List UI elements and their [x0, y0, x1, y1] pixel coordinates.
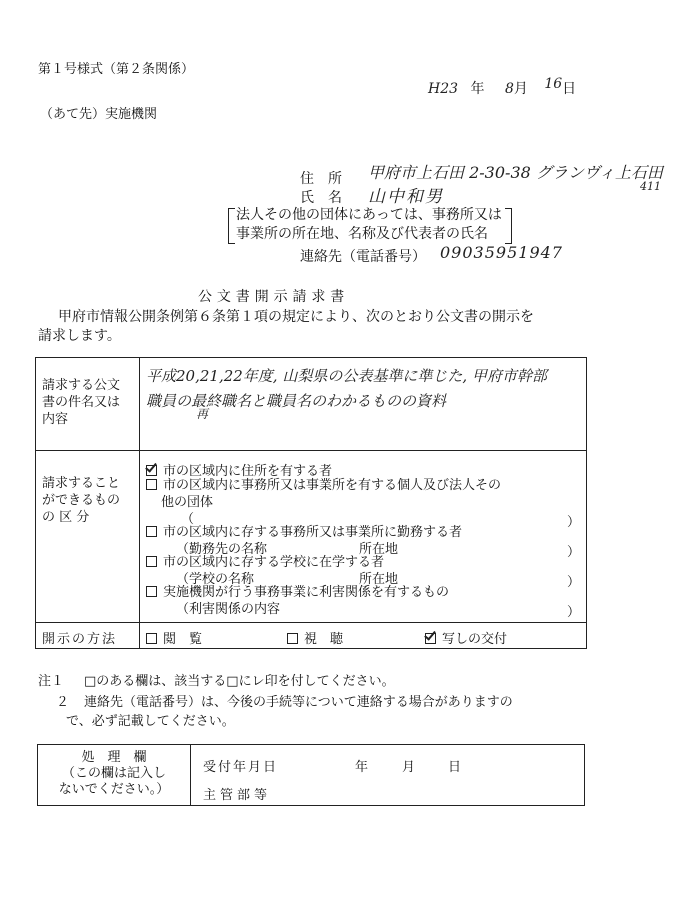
category-option-employee[interactable]: [146, 524, 462, 558]
category-option-business-label: 市の区域内に事務所又は事業所を有する個人及び法人その: [163, 478, 502, 493]
category-option-employee-paren-close: ）: [567, 545, 581, 560]
category-option-interest-paren-close: ）: [567, 605, 581, 620]
received-month-unit: 月: [402, 760, 416, 775]
note-2-text-1: 連絡先（電話番号）は、今後の手続等について連絡する場合がありますの: [84, 695, 513, 710]
checkbox-interest[interactable]: [146, 586, 157, 597]
interest-content-label: （利害関係の内容: [176, 602, 281, 617]
corporate-note-line-1: 法人その他の団体にあっては、事務所又は: [236, 207, 502, 223]
category-option-student[interactable]: [146, 554, 398, 588]
subject-content-line-1: 平成20,21,22年度, 山梨県の公表基準に準じた, 甲府市幹部: [146, 367, 547, 385]
checkbox-resident[interactable]: [146, 465, 157, 476]
office-use-label-3: ないでください。）: [58, 782, 170, 797]
checkbox-employee[interactable]: [146, 526, 157, 537]
employee-workplace-label: （勤務先の名称: [176, 542, 268, 557]
note-1-text: □のある欄は、該当する□にレ印を付してください。: [84, 674, 395, 689]
subject-label-line-2: 書の件名又は: [42, 395, 121, 410]
date-day-value: 16: [544, 76, 563, 92]
contact-label: 連絡先（電話番号）: [300, 249, 426, 265]
table-row-divider-2: [35, 622, 587, 623]
subject-label: [42, 377, 120, 428]
manager-label: 主管部等: [203, 788, 272, 803]
category-option-student-paren-close: ）: [567, 575, 581, 590]
form-number: 第１号様式（第２条関係）: [38, 62, 195, 77]
address-room: 411: [640, 180, 661, 193]
method-option-copy[interactable]: [425, 628, 507, 647]
note-2-label: ２: [56, 695, 70, 710]
note-2-text-2: で、必ず記載してください。: [66, 714, 235, 729]
intro-line-2: 請求します。: [38, 328, 121, 344]
category-option-interest[interactable]: [146, 584, 449, 618]
address-label: 住 所: [300, 171, 342, 187]
student-school-label: （学校の名称: [176, 572, 255, 587]
document-title: 公文書開示請求書: [198, 289, 350, 305]
checkbox-listen[interactable]: [287, 633, 298, 644]
office-use-label-1: 処 理 欄: [81, 750, 147, 765]
method-option-view[interactable]: [146, 628, 202, 647]
category-option-business-paren: （: [181, 512, 195, 527]
method-option-copy-label: 写しの交付: [442, 632, 508, 647]
date-year-unit: 年: [470, 81, 485, 97]
intro-line-1: 甲府市情報公開条例第６条第１項の規定により、次のとおり公文書の開示を: [58, 309, 534, 325]
category-option-employee-label: 市の区域内に存する事務所又は事業所に勤務する者: [163, 525, 463, 540]
office-use-label: [42, 750, 186, 798]
method-option-listen[interactable]: [287, 628, 343, 647]
category-option-interest-label: 実施機関が行う事務事業に利害関係を有するもの: [163, 585, 450, 600]
subject-label-line-1: 請求する公文: [42, 378, 121, 393]
received-date-label: 受付年月日: [203, 760, 279, 775]
addressee: （あて先）実施機関: [40, 107, 158, 122]
student-location-label: 所在地: [359, 572, 399, 587]
method-option-view-label: 閲 覧: [163, 632, 203, 647]
bracket-right: [505, 208, 512, 244]
date-day-unit: 日: [562, 81, 577, 97]
checkbox-view[interactable]: [146, 633, 157, 644]
subject-content-line-2: 職員の最終職名と職員名のわかるものの資料: [146, 392, 447, 410]
method-option-listen-label: 視 聴: [304, 632, 344, 647]
office-use-label-2: （この欄は記入し: [61, 766, 166, 781]
checkbox-business[interactable]: [146, 479, 157, 490]
office-use-divider: [190, 744, 191, 806]
request-date: [428, 78, 576, 98]
corporate-note-line-2: 事業所の所在地、名称及び代表者の氏名: [236, 226, 488, 242]
note-1-label: 注１: [38, 674, 65, 689]
category-label-line-2: ができるもの: [42, 493, 121, 508]
category-label: [42, 475, 120, 526]
contact-value: 09035951947: [440, 243, 563, 262]
date-year-value: H23: [428, 81, 459, 97]
employee-location-label: 所在地: [359, 542, 399, 557]
category-option-business[interactable]: [146, 477, 501, 528]
name-label: 氏 名: [300, 190, 342, 206]
corporate-note: [228, 206, 502, 244]
table-divider: [139, 357, 140, 649]
subject-label-line-3: 内容: [42, 412, 69, 427]
checkbox-student[interactable]: [146, 556, 157, 567]
checkbox-copy[interactable]: [425, 633, 436, 644]
category-option-business-label-2: 他の団体: [161, 495, 214, 510]
method-label: 開示の方法: [42, 632, 118, 647]
category-label-line-1: 請求すること: [42, 476, 121, 491]
date-month-unit: 月: [513, 81, 528, 97]
name-value: 山中和男: [368, 187, 444, 207]
bracket-left: [228, 208, 235, 244]
category-option-student-label: 市の区域内に存する学校に在学する者: [163, 555, 385, 570]
category-option-resident-label: 市の区域内に住所を有する者: [163, 464, 333, 479]
date-month-value: 8: [504, 81, 514, 97]
category-label-line-3: の 区 分: [42, 510, 90, 525]
table-row-divider-1: [35, 450, 587, 451]
address-value: 甲府市上石田 2-30-38 グランヴィ上石田: [368, 163, 663, 182]
category-option-business-paren-close: ）: [567, 515, 581, 530]
received-day-unit: 日: [448, 760, 462, 775]
subject-correction-mark: 再: [196, 407, 209, 421]
received-year-unit: 年: [355, 760, 369, 775]
